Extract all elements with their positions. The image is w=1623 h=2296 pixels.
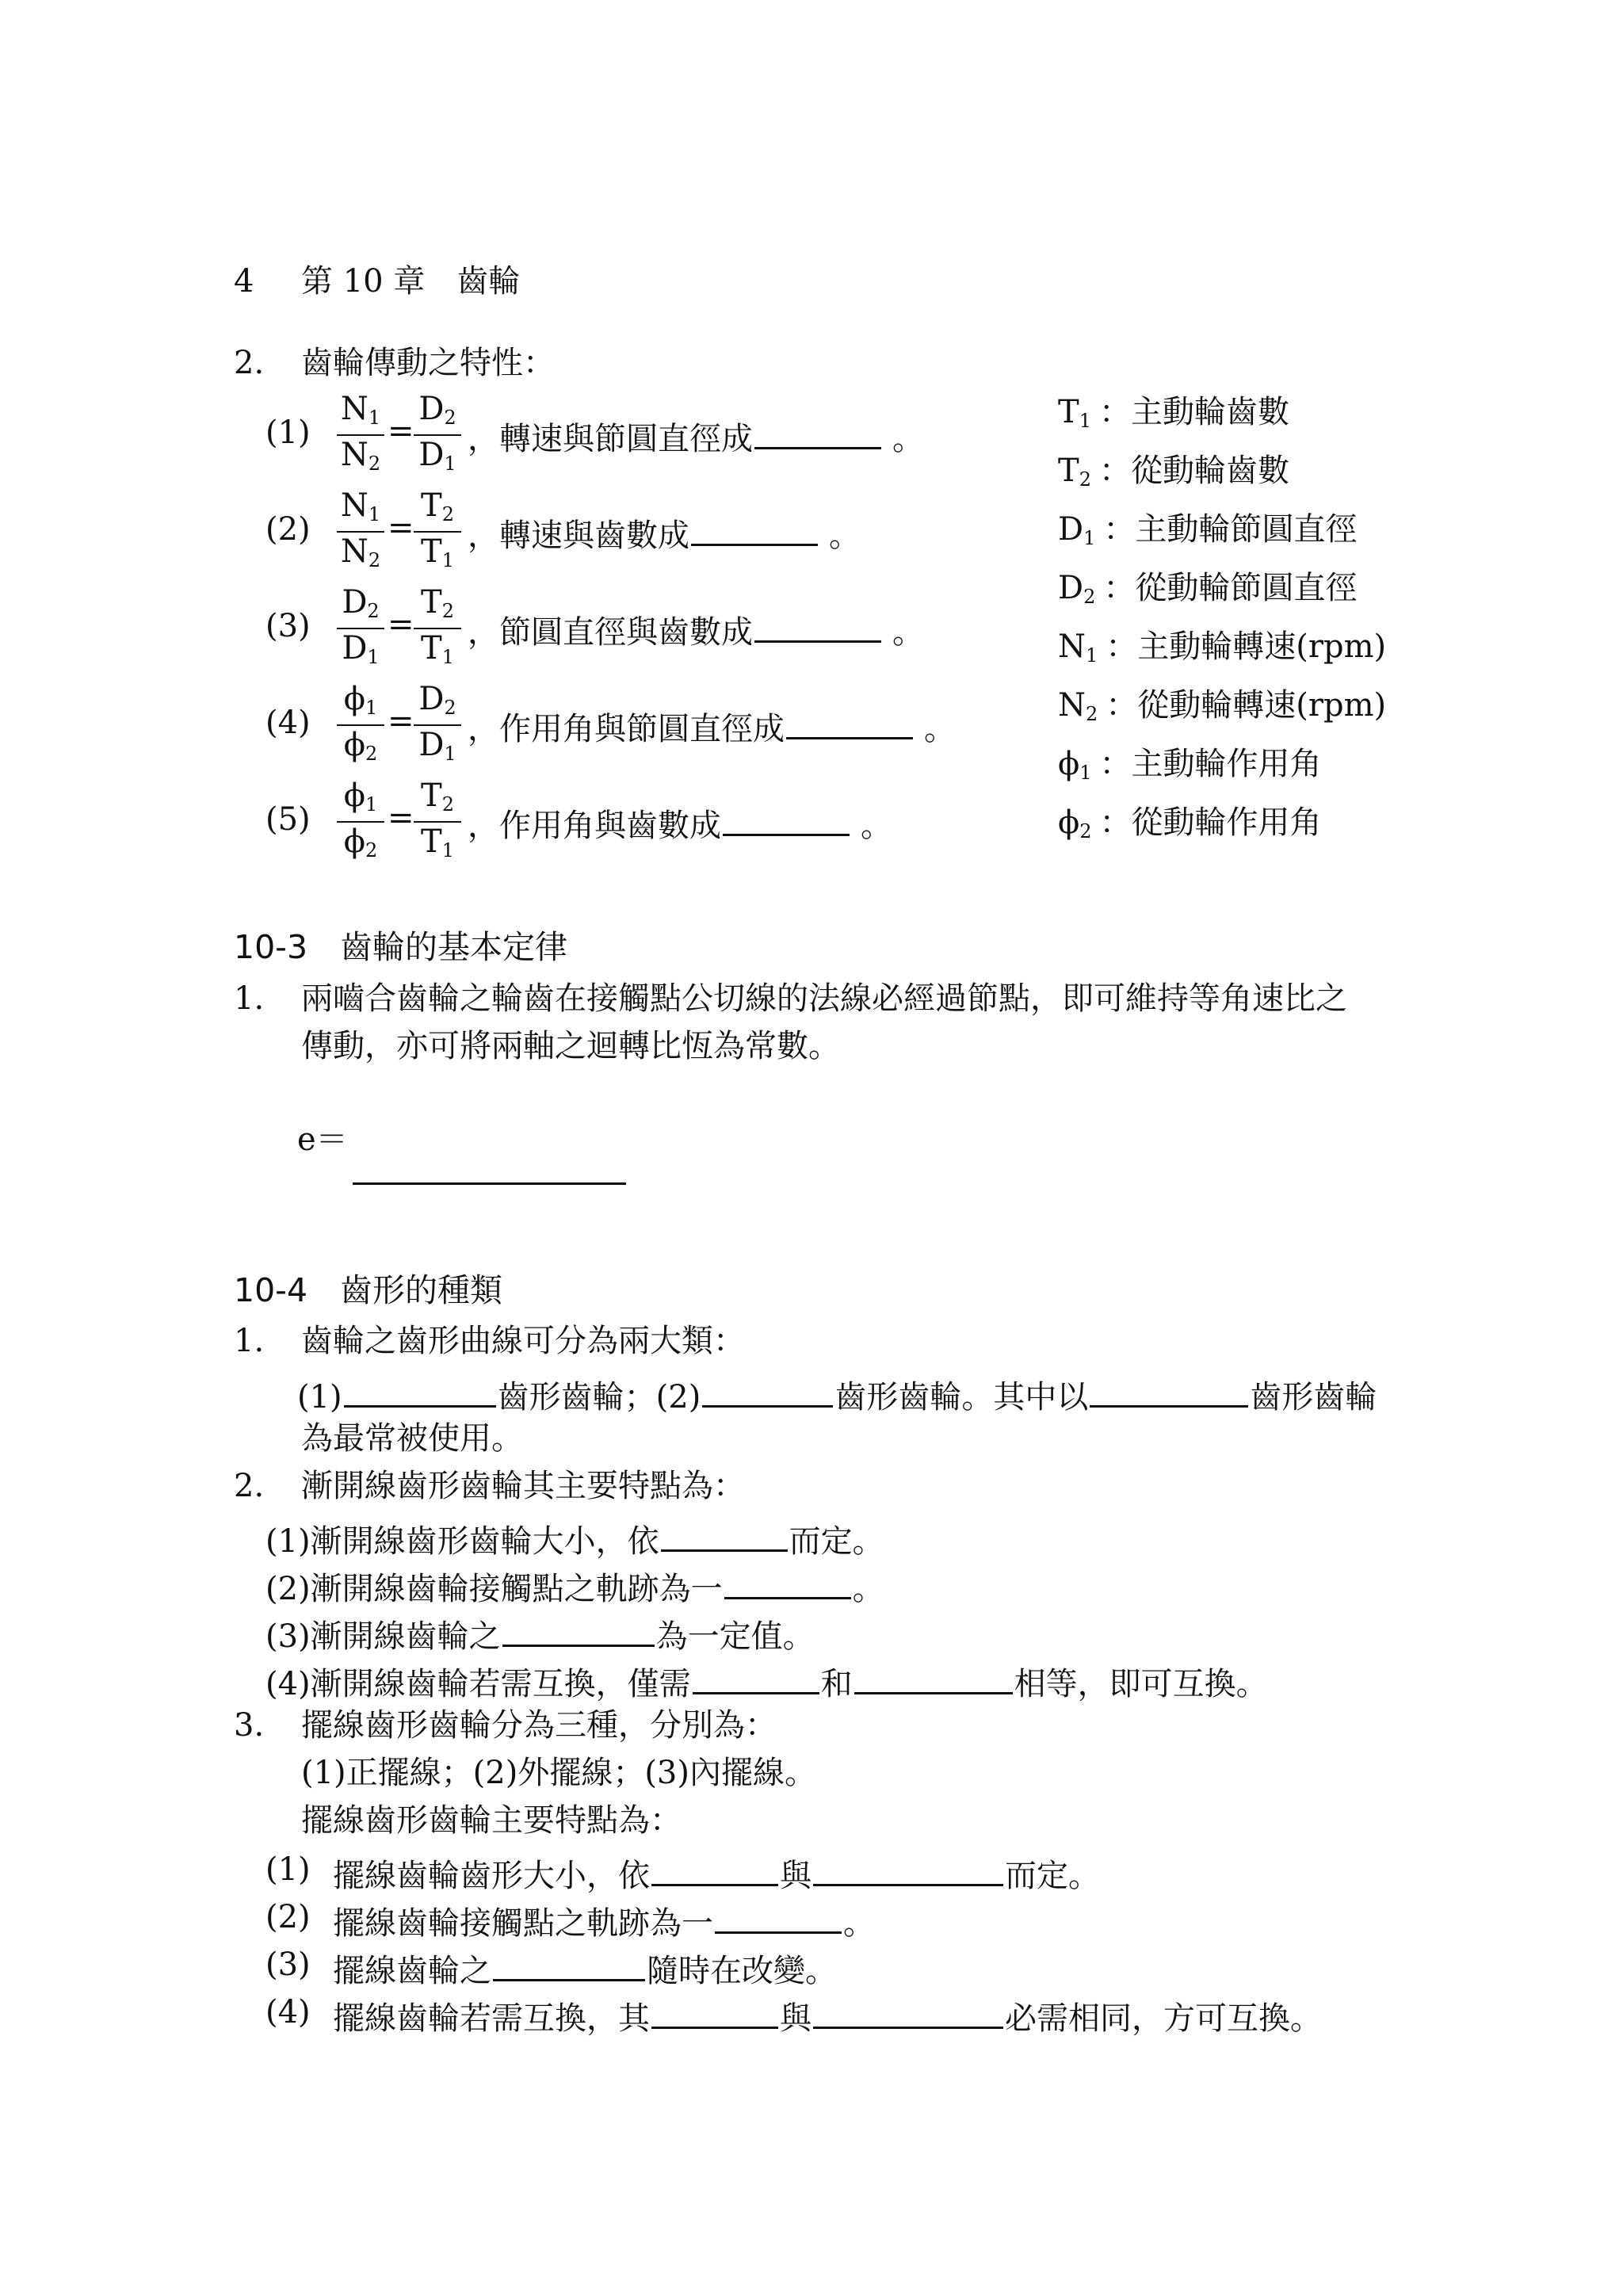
legend-description: ：從動輪轉速(rpm) <box>1106 687 1387 724</box>
left-fraction <box>337 681 384 765</box>
left-denominator: $\phi_2$ <box>343 823 378 861</box>
left-fraction <box>337 586 384 666</box>
answer-blank[interactable] <box>1090 1375 1248 1408</box>
right-fraction <box>414 487 461 571</box>
legend-subscript: 1 <box>1079 762 1092 784</box>
legend-symbol: T <box>1058 453 1079 489</box>
answer-blank[interactable] <box>813 1854 1003 1886</box>
formula-text: ，作用角與齒數成 。 <box>468 804 892 842</box>
answer-blank[interactable] <box>691 514 818 546</box>
left-numerator: $N_1$ <box>340 391 381 429</box>
legend-item <box>1058 511 1358 549</box>
formula-number: (2) <box>265 511 311 548</box>
formula-row <box>0 393 1030 480</box>
formula-number: (1) <box>265 415 311 451</box>
fraction-bar <box>414 531 461 533</box>
formula-number: (3) <box>265 608 311 644</box>
q3-item-3-num: (3) <box>265 1946 311 1983</box>
answer-blank[interactable] <box>723 804 850 836</box>
fraction-bar <box>337 724 384 726</box>
answer-blank[interactable] <box>702 1375 833 1408</box>
q3-num: 3. <box>234 1707 265 1744</box>
right-denominator: $T_1$ <box>421 533 454 571</box>
left-denominator: $N_2$ <box>340 533 381 571</box>
s2-heading: 齒輪傳動之特性： <box>301 345 555 381</box>
legend-description: ：從動輪節圓直徑 <box>1103 570 1358 606</box>
legend-description: ：主動輪齒數 <box>1098 394 1289 430</box>
s2-heading-num: 2. <box>234 345 265 381</box>
left-numerator: $N_1$ <box>340 487 381 525</box>
fraction-bar <box>337 531 384 533</box>
q2-title: 漸開線齒形齒輪其主要特點為： <box>301 1468 745 1504</box>
answer-blank[interactable] <box>724 1567 851 1599</box>
formula-row <box>0 683 1030 770</box>
q2-num: 2. <box>234 1468 265 1504</box>
right-numerator: $D_2$ <box>418 681 456 719</box>
right-numerator: $T_2$ <box>421 777 454 816</box>
legend-symbol: N <box>1058 687 1086 724</box>
equals-sign: = <box>388 800 414 836</box>
e-ratio-label: e＝ <box>297 1121 348 1158</box>
legend-description: ：從動輪作用角 <box>1099 804 1322 841</box>
formula-number: (4) <box>265 705 311 741</box>
q1-num: 1. <box>234 1323 265 1359</box>
formula-number: (5) <box>265 801 311 838</box>
legend-symbol: T <box>1058 394 1079 430</box>
q3-types: (1)正擺線；(2)外擺線；(3)內擺線。 <box>301 1755 816 1791</box>
legend-item <box>1058 572 1357 606</box>
fraction-bar <box>414 821 461 823</box>
equals-sign: = <box>388 703 414 739</box>
answer-blank[interactable] <box>754 417 881 449</box>
fraction-bar <box>337 628 384 629</box>
q2-item-3: (3)漸開線齒輪之 為一定值。 <box>265 1614 815 1652</box>
equals-sign: = <box>388 510 414 546</box>
answer-blank[interactable] <box>344 1375 496 1408</box>
section-10-4-title: 10-4 齒形的種類 <box>234 1271 503 1309</box>
s103-p1-line1: 兩嚙合齒輪之輪齒在接觸點公切線的法線必經過節點，即可維持等角速比之 <box>301 980 1347 1017</box>
answer-blank[interactable] <box>493 1949 645 1981</box>
legend-subscript: 1 <box>1079 410 1091 432</box>
fraction-bar <box>414 724 461 726</box>
q3-item-3: 擺線齒輪之 隨時在改變。 <box>333 1949 837 1987</box>
legend-subscript: 1 <box>1086 644 1098 667</box>
left-fraction <box>337 487 384 571</box>
legend-description: ：從動輪齒數 <box>1098 453 1289 489</box>
q3-item-4-num: (4) <box>265 1994 311 2030</box>
left-denominator: $D_1$ <box>342 630 380 668</box>
q1-line3: 為最常被使用。 <box>301 1420 523 1457</box>
legend-symbol: N <box>1058 628 1086 665</box>
q3-item-2: 擺線齒輪接觸點之軌跡為一 。 <box>333 1901 875 1939</box>
left-denominator: $N_2$ <box>340 437 381 475</box>
legend-item <box>1058 455 1289 489</box>
q3-item-4: 擺線齒輪若需互換，其 與 必需相同，方可互換。 <box>333 1996 1322 2034</box>
right-fraction <box>414 586 461 666</box>
legend-subscript: 2 <box>1083 586 1096 608</box>
q3-item-1: 擺線齒輪齒形大小，依 與 而定。 <box>333 1854 1100 1892</box>
legend-symbol: ϕ <box>1058 804 1080 841</box>
q1-line2: (1) 齒形齒輪；(2) 齒形齒輪。其中以 齒形齒輪 <box>297 1375 1377 1413</box>
left-fraction <box>337 777 384 861</box>
left-numerator: $D_2$ <box>342 584 380 622</box>
equals-sign: = <box>388 606 414 643</box>
legend-item <box>1058 804 1322 842</box>
right-numerator: $T_2$ <box>421 487 454 525</box>
answer-blank[interactable] <box>715 1901 842 1934</box>
answer-blank[interactable] <box>813 1996 1003 2029</box>
answer-blank[interactable] <box>854 1662 1013 1694</box>
formula-text: ，作用角與節圓直徑成 。 <box>468 707 956 745</box>
right-denominator: $T_1$ <box>421 823 454 861</box>
legend-subscript: 2 <box>1079 820 1092 842</box>
legend-item <box>1058 396 1289 430</box>
formula-text: ，節圓直徑與齒數成 。 <box>468 610 924 648</box>
equals-sign: = <box>388 413 414 449</box>
answer-blank[interactable] <box>651 1996 778 2029</box>
q2-item-4: (4)漸開線齒輪若需互換，僅需 和 相等，即可互換。 <box>265 1662 1268 1700</box>
legend-symbol: ϕ <box>1058 746 1080 782</box>
answer-blank[interactable] <box>502 1614 655 1647</box>
right-denominator: $T_1$ <box>421 630 454 668</box>
e-ratio-fraction-line <box>353 1182 626 1185</box>
right-fraction <box>414 391 461 475</box>
legend-description: ：主動輪節圓直徑 <box>1103 511 1358 548</box>
right-denominator: $D_1$ <box>418 727 456 765</box>
legend-symbol: D <box>1058 511 1084 548</box>
legend-description: ：主動輪作用角 <box>1099 746 1322 782</box>
legend-item <box>1058 628 1387 667</box>
answer-blank[interactable] <box>693 1662 819 1694</box>
legend-description: ：主動輪轉速(rpm) <box>1106 628 1387 665</box>
legend-subscript: 1 <box>1083 527 1096 549</box>
left-numerator: $\phi_1$ <box>343 777 378 816</box>
answer-blank[interactable] <box>661 1519 788 1552</box>
answer-blank[interactable] <box>651 1854 778 1886</box>
page-number: 4 <box>234 263 254 300</box>
fraction-bar <box>337 434 384 436</box>
right-fraction <box>414 681 461 765</box>
left-fraction <box>337 391 384 475</box>
q3-item-2-num: (2) <box>265 1899 311 1935</box>
legend-item <box>1058 687 1387 725</box>
legend-symbol: D <box>1058 570 1084 606</box>
right-numerator: $D_2$ <box>418 391 456 429</box>
legend-subscript: 2 <box>1079 468 1091 491</box>
fraction-bar <box>414 628 461 629</box>
legend-item <box>1058 748 1322 782</box>
s103-p1-num: 1. <box>234 980 265 1017</box>
formula-text: ，轉速與節圓直徑成 。 <box>468 417 924 455</box>
legend-subscript: 2 <box>1086 703 1098 725</box>
right-fraction <box>414 777 461 861</box>
right-denominator: $D_1$ <box>418 437 456 475</box>
section-10-3-title: 10-3 齒輪的基本定律 <box>234 928 568 966</box>
formula-row <box>0 487 1030 577</box>
left-numerator: $\phi_1$ <box>343 681 378 719</box>
s103-p1-line2: 傳動，亦可將兩軸之迴轉比恆為常數。 <box>301 1028 840 1064</box>
q1-line1: 齒輪之齒形曲線可分為兩大類： <box>301 1323 745 1359</box>
formula-row <box>0 586 1030 674</box>
chapter-title: 第 10 章 齒輪 <box>301 263 521 300</box>
answer-blank[interactable] <box>786 707 913 739</box>
answer-blank[interactable] <box>754 610 881 643</box>
fraction-bar <box>414 434 461 436</box>
q3-item-1-num: (1) <box>265 1851 311 1888</box>
formula-row <box>0 777 1030 867</box>
fraction-bar <box>337 821 384 823</box>
q2-item-2: (2)漸開線齒輪接觸點之軌跡為一 。 <box>265 1567 884 1605</box>
q3-title: 擺線齒形齒輪分為三種，分別為： <box>301 1707 777 1744</box>
formula-text: ，轉速與齒數成 。 <box>468 514 861 552</box>
right-numerator: $T_2$ <box>421 584 454 622</box>
left-denominator: $\phi_2$ <box>343 727 378 765</box>
q3-subtitle: 擺線齒形齒輪主要特點為： <box>301 1802 682 1839</box>
q2-item-1: (1)漸開線齒形齒輪大小，依 而定。 <box>265 1519 884 1557</box>
